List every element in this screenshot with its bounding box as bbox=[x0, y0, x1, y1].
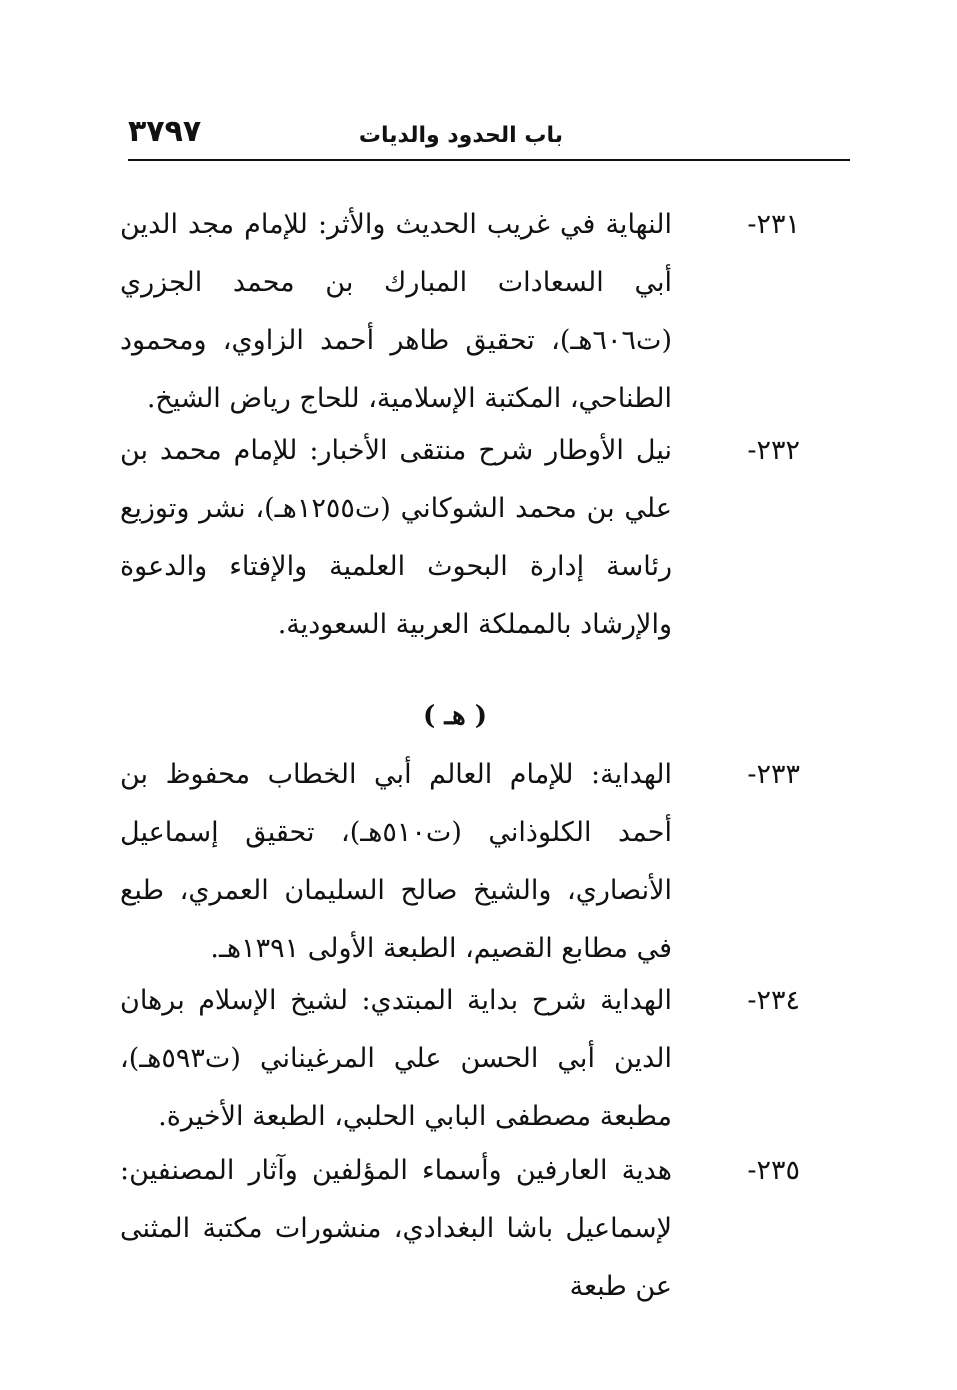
entry-text: هدية العارفين وأسماء المؤلفين وآثار المصنفين: لإسماعيل باشا البغدادي، منشورات مكتبة المثنى عن طبعة bbox=[120, 1155, 672, 1302]
bibliography-entry-235 bbox=[120, 1142, 800, 1302]
entry-text: نيل الأوطار شرح منتقى الأخبار: للإمام محمد بن علي بن محمد الشوكاني (ت١٢٥٥هـ)، نشر وتوزيع رئاسة إدارة البحوث العلمية والإفتاء والدعوة والإرشاد بالمملكة العربية السعودية. bbox=[120, 435, 672, 640]
entry-number: ٢٣٤- bbox=[747, 985, 800, 1016]
bibliography-entry-232 bbox=[120, 422, 800, 654]
entry-number: ٢٣٢- bbox=[747, 435, 800, 466]
entry-number: ٢٣١- bbox=[747, 209, 800, 240]
page-header bbox=[128, 112, 848, 160]
entry-text: الهداية: للإمام العالم أبي الخطاب محفوظ بن أحمد الكلوذاني (ت٥١٠هـ)، تحقيق إسماعيل الأنصاري، والشيخ صالح السليمان العمري، طبع في مطابع القصيم، الطبعة الأولى ١٣٩١هـ. bbox=[120, 759, 672, 964]
section-heading: ( هـ ) bbox=[422, 701, 488, 731]
entry-number: ٢٣٣- bbox=[747, 759, 800, 790]
running-title: باب الحدود والديات bbox=[358, 123, 563, 148]
header-divider bbox=[128, 159, 850, 161]
bibliography-entry-231 bbox=[120, 196, 800, 428]
entry-text: النهاية في غريب الحديث والأثر: للإمام مجد الدين أبي السعادات المبارك بن محمد الجزري (ت٦٠٦هـ)، تحقيق طاهر أحمد الزاوي، ومحمود الطناحي، المكتبة الإسلامية، للحاج رياض الشيخ. bbox=[120, 209, 672, 414]
bibliography-entry-233 bbox=[120, 746, 800, 978]
entry-text: الهداية شرح بداية المبتدي: لشيخ الإسلام برهان الدين أبي الحسن علي المرغيناني (ت٥٩٣هـ)، مطبعة مصطفى البابي الحلبي، الطبعة الأخيرة. bbox=[120, 985, 672, 1132]
bibliography-entry-234 bbox=[120, 972, 800, 1146]
entry-number: ٢٣٥- bbox=[747, 1155, 800, 1186]
page-number: ٣٧٩٧ bbox=[128, 114, 202, 149]
